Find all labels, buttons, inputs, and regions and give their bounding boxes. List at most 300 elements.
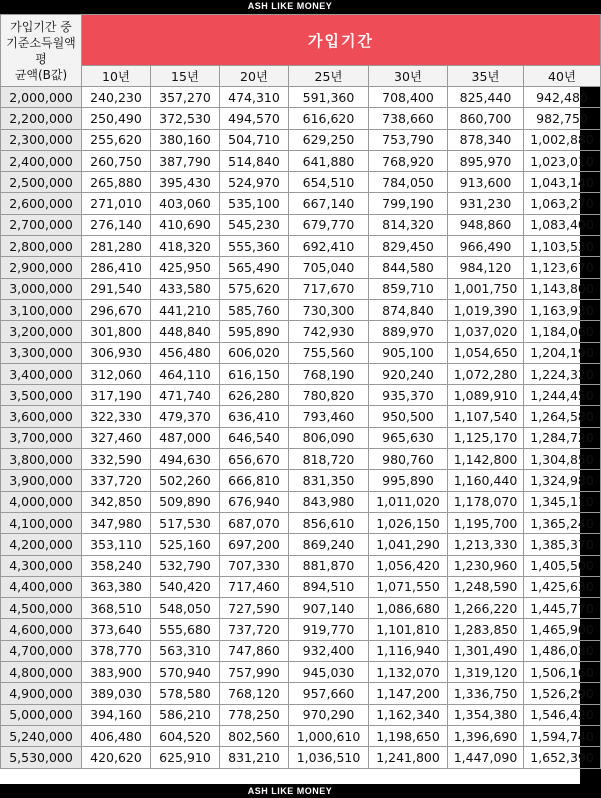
pension-value-cell: 1,132,070 bbox=[369, 662, 448, 683]
table-row bbox=[1, 236, 601, 257]
income-label-cell: 4,800,000 bbox=[1, 662, 82, 683]
pension-value-cell: 942,480 bbox=[524, 87, 601, 108]
pension-value-cell: 502,260 bbox=[151, 470, 220, 491]
pension-value-cell: 540,420 bbox=[151, 576, 220, 597]
pension-value-cell: 889,970 bbox=[369, 321, 448, 342]
table-row bbox=[1, 299, 601, 320]
pension-value-cell: 337,720 bbox=[82, 470, 151, 491]
pension-value-cell: 420,620 bbox=[82, 747, 151, 768]
pension-value-cell: 676,940 bbox=[220, 491, 289, 512]
pension-value-cell: 1,163,930 bbox=[524, 299, 601, 320]
pension-value-cell: 717,670 bbox=[289, 278, 369, 299]
table-row bbox=[1, 385, 601, 406]
pension-value-cell: 1,036,510 bbox=[289, 747, 369, 768]
pension-value-cell: 563,310 bbox=[151, 640, 220, 661]
pension-value-cell: 932,400 bbox=[289, 640, 369, 661]
bottom-watermark: ASH LIKE MONEY bbox=[247, 786, 333, 796]
pension-value-cell: 509,890 bbox=[151, 491, 220, 512]
pension-value-cell: 1,405,500 bbox=[524, 555, 601, 576]
pension-value-cell: 636,410 bbox=[220, 406, 289, 427]
pension-value-cell: 869,240 bbox=[289, 534, 369, 555]
pension-value-cell: 825,440 bbox=[448, 87, 524, 108]
pension-value-cell: 1,283,850 bbox=[448, 619, 524, 640]
pension-value-cell: 856,610 bbox=[289, 512, 369, 533]
pension-value-cell: 1,264,580 bbox=[524, 406, 601, 427]
pension-value-cell: 980,760 bbox=[369, 449, 448, 470]
pension-value-cell: 575,620 bbox=[220, 278, 289, 299]
table-body bbox=[1, 87, 601, 769]
pension-value-cell: 920,240 bbox=[369, 363, 448, 384]
pension-value-cell: 1,147,200 bbox=[369, 683, 448, 704]
pension-value-cell: 768,920 bbox=[369, 150, 448, 171]
pension-value-cell: 286,410 bbox=[82, 257, 151, 278]
pension-value-cell: 894,510 bbox=[289, 576, 369, 597]
pension-value-cell: 666,810 bbox=[220, 470, 289, 491]
pension-value-cell: 1,019,390 bbox=[448, 299, 524, 320]
income-label-cell: 4,200,000 bbox=[1, 534, 82, 555]
pension-value-cell: 1,195,700 bbox=[448, 512, 524, 533]
year-header: 15년 bbox=[151, 66, 220, 87]
pension-value-cell: 753,790 bbox=[369, 129, 448, 150]
pension-value-cell: 373,640 bbox=[82, 619, 151, 640]
pension-value-cell: 441,210 bbox=[151, 299, 220, 320]
pension-value-cell: 793,460 bbox=[289, 406, 369, 427]
pension-value-cell: 1,123,670 bbox=[524, 257, 601, 278]
year-header: 30년 bbox=[369, 66, 448, 87]
pension-value-cell: 629,250 bbox=[289, 129, 369, 150]
income-label-cell: 2,300,000 bbox=[1, 129, 82, 150]
pension-value-cell: 1,037,020 bbox=[448, 321, 524, 342]
pension-value-cell: 1,043,140 bbox=[524, 172, 601, 193]
pension-value-cell: 1,266,220 bbox=[448, 598, 524, 619]
pension-value-cell: 656,670 bbox=[220, 449, 289, 470]
pension-value-cell: 595,890 bbox=[220, 321, 289, 342]
income-label-cell: 2,200,000 bbox=[1, 108, 82, 129]
pension-value-cell: 757,990 bbox=[220, 662, 289, 683]
income-label-cell: 3,600,000 bbox=[1, 406, 82, 427]
pension-value-cell: 1,284,720 bbox=[524, 427, 601, 448]
corner-header-line: 균액(B값) bbox=[14, 67, 68, 82]
pension-value-cell: 387,790 bbox=[151, 150, 220, 171]
pension-value-cell: 265,880 bbox=[82, 172, 151, 193]
pension-value-cell: 1,071,550 bbox=[369, 576, 448, 597]
pension-value-cell: 878,340 bbox=[448, 129, 524, 150]
pension-value-cell: 737,720 bbox=[220, 619, 289, 640]
income-label-cell: 4,500,000 bbox=[1, 598, 82, 619]
pension-value-cell: 479,370 bbox=[151, 406, 220, 427]
pension-value-cell: 1,178,070 bbox=[448, 491, 524, 512]
income-label-cell: 3,900,000 bbox=[1, 470, 82, 491]
pension-value-cell: 874,840 bbox=[369, 299, 448, 320]
income-label-cell: 5,530,000 bbox=[1, 747, 82, 768]
income-label-cell: 3,200,000 bbox=[1, 321, 82, 342]
income-label-cell: 4,000,000 bbox=[1, 491, 82, 512]
pension-value-cell: 1,041,290 bbox=[369, 534, 448, 555]
pension-value-cell: 1,101,810 bbox=[369, 619, 448, 640]
pension-value-cell: 895,970 bbox=[448, 150, 524, 171]
pension-value-cell: 1,160,440 bbox=[448, 470, 524, 491]
top-watermark: ASH LIKE MONEY bbox=[247, 1, 333, 11]
pension-value-cell: 474,310 bbox=[220, 87, 289, 108]
pension-value-cell: 768,190 bbox=[289, 363, 369, 384]
pension-value-cell: 1,365,240 bbox=[524, 512, 601, 533]
pension-value-cell: 692,410 bbox=[289, 236, 369, 257]
pension-value-cell: 1,107,540 bbox=[448, 406, 524, 427]
pension-value-cell: 363,380 bbox=[82, 576, 151, 597]
pension-value-cell: 802,560 bbox=[220, 725, 289, 746]
pension-value-cell: 1,241,800 bbox=[369, 747, 448, 768]
pension-value-cell: 306,930 bbox=[82, 342, 151, 363]
pension-value-cell: 626,280 bbox=[220, 385, 289, 406]
table-row bbox=[1, 598, 601, 619]
pension-value-cell: 907,140 bbox=[289, 598, 369, 619]
pension-value-cell: 905,100 bbox=[369, 342, 448, 363]
pension-value-cell: 517,530 bbox=[151, 512, 220, 533]
pension-value-cell: 395,430 bbox=[151, 172, 220, 193]
pension-value-cell: 860,700 bbox=[448, 108, 524, 129]
pension-table bbox=[0, 14, 601, 769]
table-row bbox=[1, 449, 601, 470]
pension-value-cell: 654,510 bbox=[289, 172, 369, 193]
pension-value-cell: 957,660 bbox=[289, 683, 369, 704]
pension-value-cell: 1,083,400 bbox=[524, 214, 601, 235]
income-label-cell: 4,600,000 bbox=[1, 619, 82, 640]
year-header: 10년 bbox=[82, 66, 151, 87]
pension-value-cell: 389,030 bbox=[82, 683, 151, 704]
pension-value-cell: 1,184,060 bbox=[524, 321, 601, 342]
pension-value-cell: 1,063,270 bbox=[524, 193, 601, 214]
pension-value-cell: 604,520 bbox=[151, 725, 220, 746]
pension-value-cell: 1,116,940 bbox=[369, 640, 448, 661]
pension-value-cell: 260,750 bbox=[82, 150, 151, 171]
table-row bbox=[1, 214, 601, 235]
pension-value-cell: 982,750 bbox=[524, 108, 601, 129]
pension-value-cell: 931,230 bbox=[448, 193, 524, 214]
pension-value-cell: 1,000,610 bbox=[289, 725, 369, 746]
pension-value-cell: 818,720 bbox=[289, 449, 369, 470]
pension-value-cell: 625,910 bbox=[151, 747, 220, 768]
pension-value-cell: 535,100 bbox=[220, 193, 289, 214]
pension-value-cell: 1,445,770 bbox=[524, 598, 601, 619]
pension-value-cell: 524,970 bbox=[220, 172, 289, 193]
pension-value-cell: 965,630 bbox=[369, 427, 448, 448]
pension-value-cell: 1,526,290 bbox=[524, 683, 601, 704]
pension-value-cell: 727,590 bbox=[220, 598, 289, 619]
pension-value-cell: 327,460 bbox=[82, 427, 151, 448]
pension-value-cell: 641,880 bbox=[289, 150, 369, 171]
pension-value-cell: 844,580 bbox=[369, 257, 448, 278]
table-row bbox=[1, 406, 601, 427]
pension-value-cell: 616,620 bbox=[289, 108, 369, 129]
income-label-cell: 2,600,000 bbox=[1, 193, 82, 214]
pension-value-cell: 747,860 bbox=[220, 640, 289, 661]
pension-value-cell: 1,204,190 bbox=[524, 342, 601, 363]
table-row bbox=[1, 193, 601, 214]
pension-value-cell: 548,050 bbox=[151, 598, 220, 619]
pension-value-cell: 948,860 bbox=[448, 214, 524, 235]
table-row bbox=[1, 576, 601, 597]
pension-value-cell: 1,142,800 bbox=[448, 449, 524, 470]
table-row bbox=[1, 619, 601, 640]
year-header: 35년 bbox=[448, 66, 524, 87]
pension-value-cell: 913,600 bbox=[448, 172, 524, 193]
pension-value-cell: 578,580 bbox=[151, 683, 220, 704]
pension-value-cell: 532,790 bbox=[151, 555, 220, 576]
table-row bbox=[1, 662, 601, 683]
pension-value-cell: 1,230,960 bbox=[448, 555, 524, 576]
pension-value-cell: 1,486,030 bbox=[524, 640, 601, 661]
pension-value-cell: 555,680 bbox=[151, 619, 220, 640]
pension-value-cell: 1,304,850 bbox=[524, 449, 601, 470]
pension-value-cell: 271,010 bbox=[82, 193, 151, 214]
pension-value-cell: 357,270 bbox=[151, 87, 220, 108]
pension-value-cell: 555,360 bbox=[220, 236, 289, 257]
pension-value-cell: 586,210 bbox=[151, 704, 220, 725]
pension-value-cell: 667,140 bbox=[289, 193, 369, 214]
pension-value-cell: 881,870 bbox=[289, 555, 369, 576]
table-row bbox=[1, 491, 601, 512]
year-header: 20년 bbox=[220, 66, 289, 87]
income-label-cell: 2,700,000 bbox=[1, 214, 82, 235]
income-label-cell: 4,700,000 bbox=[1, 640, 82, 661]
pension-value-cell: 970,290 bbox=[289, 704, 369, 725]
pension-value-cell: 1,506,160 bbox=[524, 662, 601, 683]
pension-value-cell: 831,210 bbox=[220, 747, 289, 768]
table-row bbox=[1, 640, 601, 661]
pension-value-cell: 687,070 bbox=[220, 512, 289, 533]
table-row bbox=[1, 278, 601, 299]
pension-value-cell: 403,060 bbox=[151, 193, 220, 214]
pension-value-cell: 859,710 bbox=[369, 278, 448, 299]
table-row bbox=[1, 108, 601, 129]
pension-value-cell: 606,020 bbox=[220, 342, 289, 363]
pension-value-cell: 347,980 bbox=[82, 512, 151, 533]
pension-value-cell: 358,240 bbox=[82, 555, 151, 576]
pension-value-cell: 705,040 bbox=[289, 257, 369, 278]
pension-value-cell: 342,850 bbox=[82, 491, 151, 512]
pension-value-cell: 456,480 bbox=[151, 342, 220, 363]
pension-value-cell: 301,800 bbox=[82, 321, 151, 342]
pension-value-cell: 1,002,880 bbox=[524, 129, 601, 150]
pension-value-cell: 565,490 bbox=[220, 257, 289, 278]
pension-value-cell: 281,280 bbox=[82, 236, 151, 257]
pension-value-cell: 504,710 bbox=[220, 129, 289, 150]
table-row bbox=[1, 725, 601, 746]
pension-value-cell: 464,110 bbox=[151, 363, 220, 384]
pension-value-cell: 448,840 bbox=[151, 321, 220, 342]
pension-value-cell: 250,490 bbox=[82, 108, 151, 129]
income-label-cell: 4,900,000 bbox=[1, 683, 82, 704]
table-row bbox=[1, 470, 601, 491]
pension-value-cell: 1,023,010 bbox=[524, 150, 601, 171]
table-row bbox=[1, 129, 601, 150]
pension-value-cell: 1,465,900 bbox=[524, 619, 601, 640]
table-row bbox=[1, 342, 601, 363]
pension-value-cell: 525,160 bbox=[151, 534, 220, 555]
pension-value-cell: 1,447,090 bbox=[448, 747, 524, 768]
income-label-cell: 2,500,000 bbox=[1, 172, 82, 193]
table-row bbox=[1, 363, 601, 384]
pension-value-cell: 296,670 bbox=[82, 299, 151, 320]
pension-value-cell: 1,324,980 bbox=[524, 470, 601, 491]
group-header: 가입기간 bbox=[82, 15, 601, 66]
pension-value-cell: 332,590 bbox=[82, 449, 151, 470]
pension-value-cell: 616,150 bbox=[220, 363, 289, 384]
pension-value-cell: 1,224,320 bbox=[524, 363, 601, 384]
pension-value-cell: 487,000 bbox=[151, 427, 220, 448]
income-label-cell: 2,000,000 bbox=[1, 87, 82, 108]
table-row bbox=[1, 427, 601, 448]
pension-value-cell: 1,001,750 bbox=[448, 278, 524, 299]
pension-value-cell: 707,330 bbox=[220, 555, 289, 576]
pension-value-cell: 1,103,530 bbox=[524, 236, 601, 257]
pension-value-cell: 1,162,340 bbox=[369, 704, 448, 725]
pension-value-cell: 806,090 bbox=[289, 427, 369, 448]
pension-value-cell: 950,500 bbox=[369, 406, 448, 427]
table-row bbox=[1, 321, 601, 342]
pension-value-cell: 1,336,750 bbox=[448, 683, 524, 704]
table-row bbox=[1, 534, 601, 555]
income-label-cell: 5,240,000 bbox=[1, 725, 82, 746]
year-header: 40년 bbox=[524, 66, 601, 87]
pension-value-cell: 1,319,120 bbox=[448, 662, 524, 683]
table-row bbox=[1, 747, 601, 768]
pension-value-cell: 425,950 bbox=[151, 257, 220, 278]
pension-value-cell: 372,530 bbox=[151, 108, 220, 129]
income-label-cell: 3,800,000 bbox=[1, 449, 82, 470]
pension-value-cell: 945,030 bbox=[289, 662, 369, 683]
income-label-cell: 4,300,000 bbox=[1, 555, 82, 576]
income-label-cell: 2,400,000 bbox=[1, 150, 82, 171]
pension-value-cell: 418,320 bbox=[151, 236, 220, 257]
table-row bbox=[1, 704, 601, 725]
pension-value-cell: 1,594,740 bbox=[524, 725, 601, 746]
pension-value-cell: 995,890 bbox=[369, 470, 448, 491]
year-header: 25년 bbox=[289, 66, 369, 87]
income-label-cell: 4,400,000 bbox=[1, 576, 82, 597]
pension-value-cell: 679,770 bbox=[289, 214, 369, 235]
pension-value-cell: 1,026,150 bbox=[369, 512, 448, 533]
pension-value-cell: 570,940 bbox=[151, 662, 220, 683]
corner-header-line: 기준소득월액평 bbox=[6, 35, 76, 66]
pension-value-cell: 378,770 bbox=[82, 640, 151, 661]
pension-value-cell: 494,630 bbox=[151, 449, 220, 470]
income-label-cell: 4,100,000 bbox=[1, 512, 82, 533]
pension-value-cell: 730,300 bbox=[289, 299, 369, 320]
pension-value-cell: 1,125,170 bbox=[448, 427, 524, 448]
table-row bbox=[1, 87, 601, 108]
pension-value-cell: 1,198,650 bbox=[369, 725, 448, 746]
pension-value-cell: 919,770 bbox=[289, 619, 369, 640]
pension-value-cell: 814,320 bbox=[369, 214, 448, 235]
pension-value-cell: 1,425,630 bbox=[524, 576, 601, 597]
pension-value-cell: 394,160 bbox=[82, 704, 151, 725]
pension-value-cell: 829,450 bbox=[369, 236, 448, 257]
pension-value-cell: 406,480 bbox=[82, 725, 151, 746]
pension-value-cell: 317,190 bbox=[82, 385, 151, 406]
pension-value-cell: 1,072,280 bbox=[448, 363, 524, 384]
pension-value-cell: 768,120 bbox=[220, 683, 289, 704]
pension-value-cell: 935,370 bbox=[369, 385, 448, 406]
pension-value-cell: 585,760 bbox=[220, 299, 289, 320]
income-label-cell: 3,700,000 bbox=[1, 427, 82, 448]
pension-value-cell: 1,011,020 bbox=[369, 491, 448, 512]
pension-value-cell: 1,244,450 bbox=[524, 385, 601, 406]
income-label-cell: 5,000,000 bbox=[1, 704, 82, 725]
pension-value-cell: 1,301,490 bbox=[448, 640, 524, 661]
income-label-cell: 3,300,000 bbox=[1, 342, 82, 363]
table-row bbox=[1, 683, 601, 704]
pension-value-cell: 1,546,420 bbox=[524, 704, 601, 725]
pension-value-cell: 1,396,690 bbox=[448, 725, 524, 746]
pension-value-cell: 380,160 bbox=[151, 129, 220, 150]
pension-value-cell: 312,060 bbox=[82, 363, 151, 384]
pension-value-cell: 433,580 bbox=[151, 278, 220, 299]
pension-value-cell: 697,200 bbox=[220, 534, 289, 555]
pension-value-cell: 545,230 bbox=[220, 214, 289, 235]
pension-value-cell: 410,690 bbox=[151, 214, 220, 235]
pension-value-cell: 1,054,650 bbox=[448, 342, 524, 363]
income-label-cell: 3,100,000 bbox=[1, 299, 82, 320]
pension-value-cell: 780,820 bbox=[289, 385, 369, 406]
income-label-cell: 3,000,000 bbox=[1, 278, 82, 299]
pension-value-cell: 353,110 bbox=[82, 534, 151, 555]
pension-value-cell: 784,050 bbox=[369, 172, 448, 193]
pension-value-cell: 1,086,680 bbox=[369, 598, 448, 619]
pension-value-cell: 1,248,590 bbox=[448, 576, 524, 597]
header-row-years bbox=[1, 66, 601, 87]
pension-value-cell: 778,250 bbox=[220, 704, 289, 725]
pension-value-cell: 1,385,370 bbox=[524, 534, 601, 555]
pension-value-cell: 984,120 bbox=[448, 257, 524, 278]
pension-value-cell: 383,900 bbox=[82, 662, 151, 683]
pension-value-cell: 291,540 bbox=[82, 278, 151, 299]
pension-value-cell: 494,570 bbox=[220, 108, 289, 129]
pension-value-cell: 1,652,390 bbox=[524, 747, 601, 768]
income-label-cell: 2,900,000 bbox=[1, 257, 82, 278]
pension-value-cell: 966,490 bbox=[448, 236, 524, 257]
pension-value-cell: 276,140 bbox=[82, 214, 151, 235]
pension-value-cell: 471,740 bbox=[151, 385, 220, 406]
income-label-cell: 3,400,000 bbox=[1, 363, 82, 384]
table-row bbox=[1, 172, 601, 193]
table-row bbox=[1, 512, 601, 533]
pension-value-cell: 514,840 bbox=[220, 150, 289, 171]
pension-value-cell: 1,354,380 bbox=[448, 704, 524, 725]
pension-value-cell: 843,980 bbox=[289, 491, 369, 512]
pension-value-cell: 1,089,910 bbox=[448, 385, 524, 406]
pension-value-cell: 1,213,330 bbox=[448, 534, 524, 555]
pension-value-cell: 1,345,110 bbox=[524, 491, 601, 512]
header-row-group bbox=[1, 15, 601, 66]
corner-header bbox=[1, 15, 82, 87]
table-row bbox=[1, 257, 601, 278]
pension-table-container bbox=[0, 14, 594, 784]
pension-value-cell: 831,350 bbox=[289, 470, 369, 491]
pension-value-cell: 240,230 bbox=[82, 87, 151, 108]
pension-value-cell: 799,190 bbox=[369, 193, 448, 214]
income-label-cell: 2,800,000 bbox=[1, 236, 82, 257]
pension-value-cell: 591,360 bbox=[289, 87, 369, 108]
table-row bbox=[1, 555, 601, 576]
pension-value-cell: 1,056,420 bbox=[369, 555, 448, 576]
income-label-cell: 3,500,000 bbox=[1, 385, 82, 406]
pension-value-cell: 322,330 bbox=[82, 406, 151, 427]
pension-value-cell: 742,930 bbox=[289, 321, 369, 342]
pension-value-cell: 755,560 bbox=[289, 342, 369, 363]
pension-value-cell: 1,143,800 bbox=[524, 278, 601, 299]
pension-value-cell: 717,460 bbox=[220, 576, 289, 597]
